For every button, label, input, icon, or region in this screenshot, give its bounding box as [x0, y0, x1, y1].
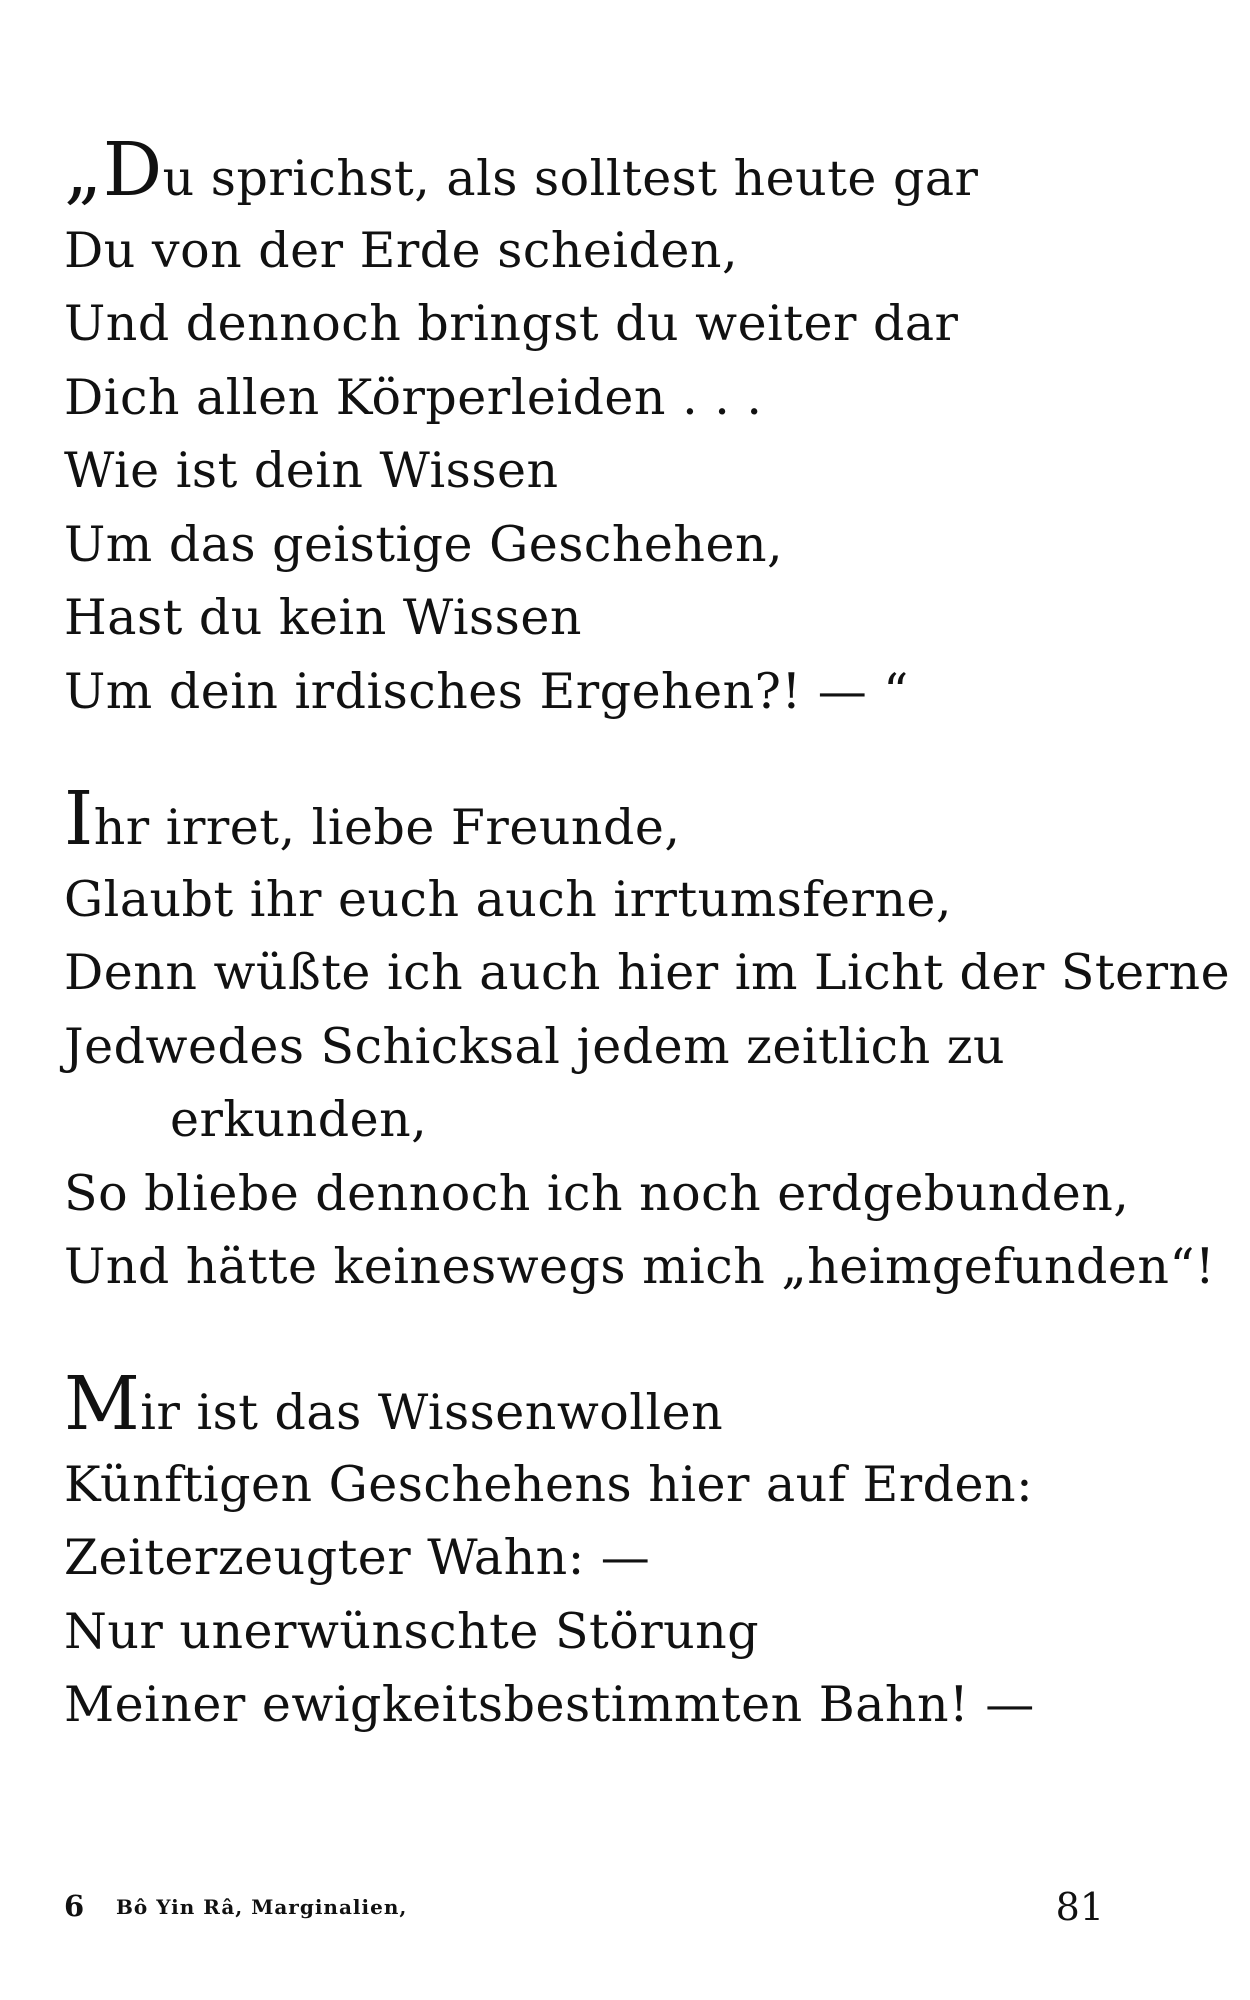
verse-text: ir ist das Wissenwollen: [140, 1384, 724, 1441]
verse-line: Du von der Erde scheiden,: [64, 221, 739, 279]
signature-mark: Bô Yin Râ, Marginalien,: [116, 1895, 408, 1919]
verse-line: Und dennoch bringst du weiter dar: [64, 295, 959, 352]
verse-line: Zeiterzeugter Wahn: —: [64, 1529, 651, 1586]
stanza-1: [64, 127, 1124, 728]
initial-letter: I: [64, 776, 94, 862]
verse-line: Wie ist dein Wissen: [64, 442, 559, 499]
verse-line: [64, 127, 1124, 214]
verse-line: Hast du kein Wissen: [64, 589, 582, 646]
stanza-2: [64, 776, 1231, 1304]
verse-line: Künftigen Geschehens hier auf Erden:: [64, 1455, 1034, 1513]
stanza-3: [64, 1361, 1124, 1742]
page-number: 81: [1055, 1885, 1104, 1929]
verse-line: Nur unerwünschte Störung: [64, 1602, 760, 1660]
verse-line: Und hätte keineswegs mich „heimgefunden“!: [64, 1238, 1216, 1295]
verse-line: Denn wüßte ich auch hier im Licht der Sterne: [64, 944, 1231, 1001]
verse-text: u sprichst, als solltest heute gar: [162, 150, 979, 207]
verse-line: Jedwedes Schicksal jedem zeitlich zu: [64, 1017, 1006, 1075]
verse-line: Um das geistige Geschehen,: [64, 515, 784, 573]
signature-number: 6: [64, 1889, 85, 1923]
verse-line: Meiner ewigkeitsbestimmten Bahn! —: [64, 1676, 1035, 1733]
verse-line: Dich allen Körperleiden . . .: [64, 368, 763, 426]
verse-line: Um dein irdisches Ergehen?! — “: [64, 662, 909, 720]
verse-line-continuation: erkunden,: [170, 1091, 428, 1148]
initial-letter: „D: [64, 127, 163, 213]
verse-line: So bliebe dennoch ich noch erdgebunden,: [64, 1164, 1130, 1222]
verse-text: hr irret, liebe Freunde,: [93, 799, 681, 856]
page-footer: [64, 1885, 1104, 1935]
verse-line: Glaubt ihr euch auch irrtumsferne,: [64, 870, 952, 928]
verse-line: [64, 776, 1124, 863]
verse-line: [64, 1361, 1124, 1448]
initial-letter: M: [64, 1361, 141, 1447]
